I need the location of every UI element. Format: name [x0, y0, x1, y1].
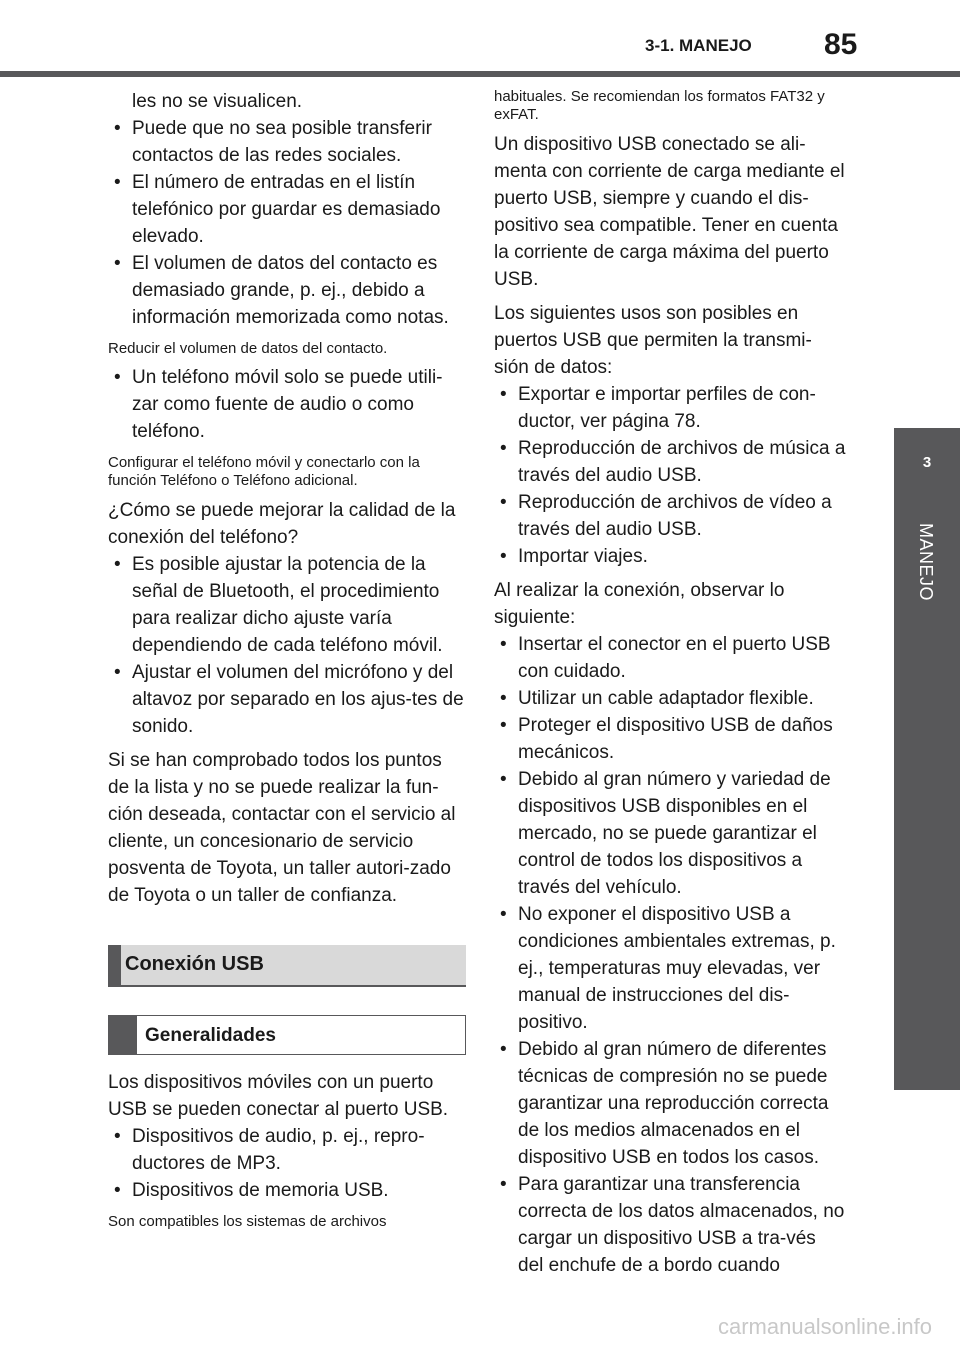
chapter-header: 3-1. MANEJO	[645, 36, 752, 55]
list-item: • Utilizar un cable adaptador flexible.	[494, 685, 846, 712]
list-item: • Exportar e importar perfiles de con-ductor, ver página 78.	[494, 381, 846, 435]
subsection-heading	[108, 1015, 466, 1055]
chapter-side-tab	[894, 428, 960, 1090]
list-item: • Importar viajes.	[494, 543, 846, 570]
continuation-text: les no se visualicen.	[132, 91, 303, 112]
side-tab-label: MANEJO	[916, 523, 936, 602]
list-item: • Para garantizar una transferencia correcta de los datos almacenados, no cargar un dispositivo USB a tra-vés del enchufe de a bordo cuando	[494, 1171, 846, 1279]
list-item: • Reproducción de archivos de vídeo a través del audio USB.	[494, 489, 846, 543]
list-item: • El número de entradas en el listín telefónico por guardar es demasiado elevado.	[108, 169, 466, 250]
bullet-list	[494, 381, 846, 570]
note-text: Reducir el volumen de datos del contacto.	[108, 340, 388, 357]
paragraph: Al realizar la conexión, observar lo siguiente:	[494, 580, 785, 628]
bullet-list	[108, 1123, 466, 1204]
closing-paragraph: Si se han comprobado todos los puntos de la lista y no se puede realizar la fun-ción deseada, contactar con el servicio al cliente, un concesionario de servicio posventa de Toyota, un taller autori-zado de Toyota o un taller de confianza.	[108, 750, 456, 906]
list-item: • Dispositivos de audio, p. ej., repro-ductores de MP3.	[108, 1123, 466, 1177]
watermark-text: carmanualsonline.info	[717, 1314, 932, 1339]
note-text: habituales. Se recomiendan los formatos FAT32 y exFAT.	[494, 88, 825, 123]
list-item: • Dispositivos de memoria USB.	[108, 1177, 466, 1204]
section-heading-text: Conexión USB	[125, 953, 264, 975]
list-item: • Es posible ajustar la potencia de la señal de Bluetooth, el procedimiento para realizar dicho ajuste varía dependiendo de cada teléfono móvil.	[108, 551, 466, 659]
subsection-heading-text: Generalidades	[145, 1025, 276, 1046]
paragraph: Los siguientes usos son posibles en puertos USB que permiten la transmi-sión de datos:	[494, 303, 812, 378]
list-item: • Insertar el conector en el puerto USB con cuidado.	[494, 631, 846, 685]
page-number: 85	[824, 28, 858, 61]
note-text: Son compatibles los sistemas de archivos	[108, 1213, 387, 1230]
list-item: • Puede que no sea posible transferir contactos de las redes sociales.	[108, 115, 466, 169]
list-item: • No exponer el dispositivo USB a condiciones ambientales extremas, p. ej., temperaturas muy elevadas, ver manual de instrucciones del dis-positivo.	[494, 901, 846, 1036]
list-item: • Debido al gran número y variedad de dispositivos USB disponibles en el mercado, no se puede garantizar el control de todos los dispositivos a través del vehículo.	[494, 766, 846, 901]
left-column	[108, 88, 466, 1237]
section-heading	[108, 945, 466, 987]
bullet-list	[108, 551, 466, 740]
list-item: • Ajustar el volumen del micrófono y del altavoz por separado en los ajus-tes de sonido.	[108, 659, 466, 740]
list-item: • Proteger el dispositivo USB de daños mecánicos.	[494, 712, 846, 766]
list-item: • Un teléfono móvil solo se puede utili-zar como fuente de audio o como teléfono.	[108, 364, 466, 445]
side-tab-number: 3	[922, 454, 932, 471]
usb-intro-paragraph: Los dispositivos móviles con un puerto USB se pueden conectar al puerto USB.	[108, 1072, 449, 1120]
right-column	[494, 88, 846, 1279]
paragraph: Un dispositivo USB conectado se ali-menta con corriente de carga mediante el puerto USB, siempre y cuando el dis-positivo sea compatible. Tener en cuenta la corriente de carga máxima del puerto USB.	[494, 134, 845, 290]
question-text: ¿Cómo se puede mejorar la calidad de la conexión del teléfono?	[108, 500, 456, 548]
header-rule	[0, 71, 960, 77]
list-item: • El volumen de datos del contacto es demasiado grande, p. ej., debido a información memorizada como notas.	[108, 250, 466, 331]
list-item: • Reproducción de archivos de música a través del audio USB.	[494, 435, 846, 489]
bullet-list	[108, 364, 466, 445]
bullet-list	[494, 631, 846, 1279]
note-text: Configurar el teléfono móvil y conectarlo con la función Teléfono o Teléfono adicional.	[108, 454, 420, 489]
bullet-list	[108, 115, 466, 331]
list-item: • Debido al gran número de diferentes técnicas de compresión no se puede garantizar una reproducción correcta de los medios almacenados en el dispositivo USB en todos los casos.	[494, 1036, 846, 1171]
